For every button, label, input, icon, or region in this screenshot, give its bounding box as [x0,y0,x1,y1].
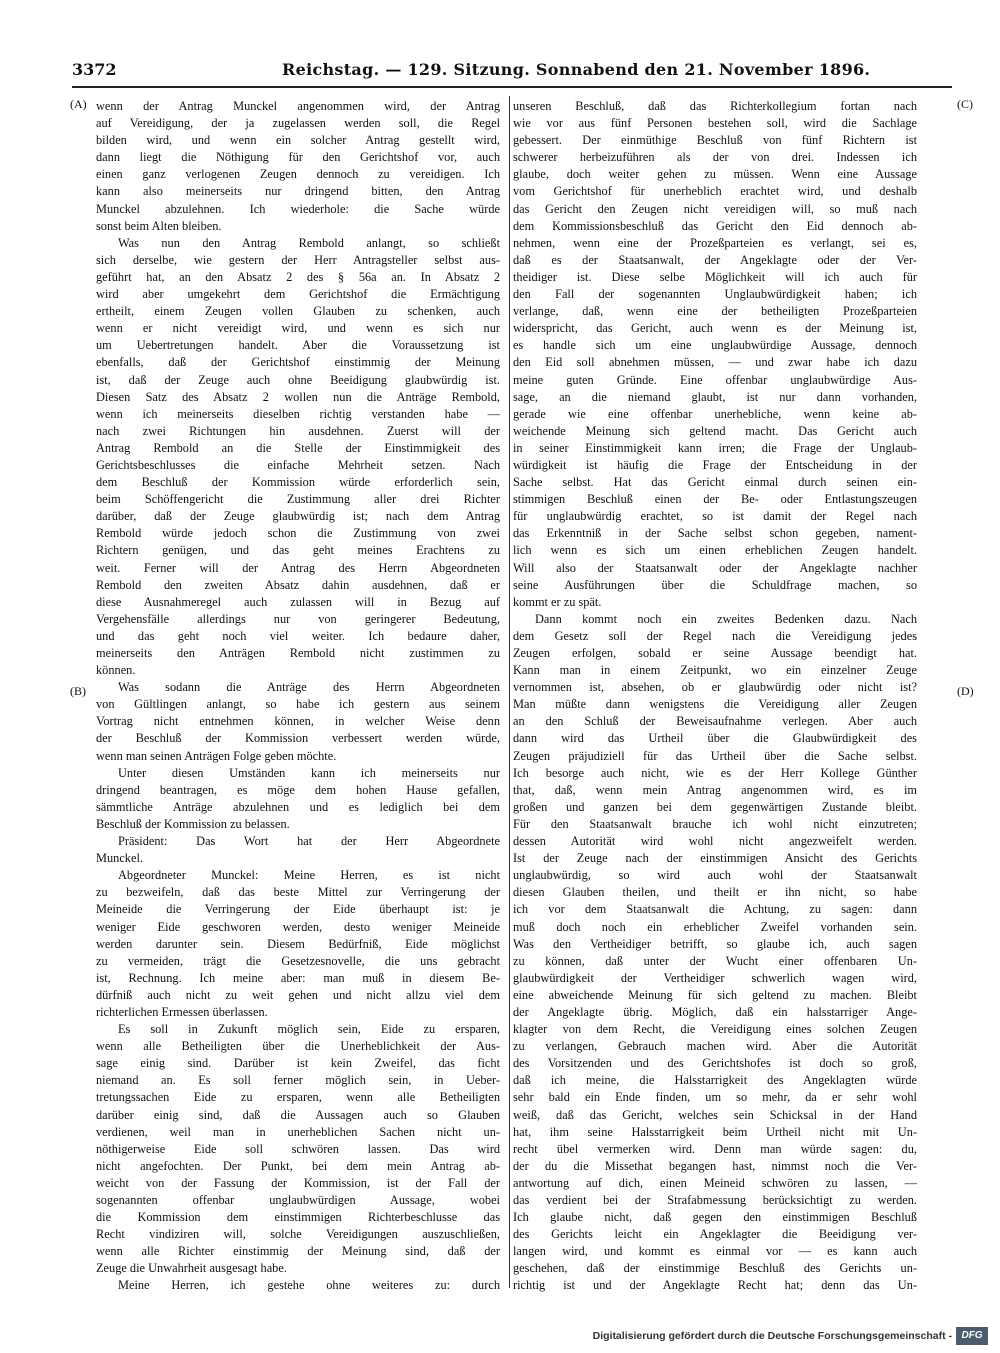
text-line: beim Schöffengericht die Zustimmung aller drei Richter [96,492,500,507]
text-line: meinerseits den Anträgen Rembold nicht zustimmen zu [96,646,500,660]
text-line: nehmen, wenn eine der Prozeßparteien es verlangt, sei es, [513,235,917,250]
text-line: wenn er nicht vereidigt wird, und wenn es sich nur [96,321,500,336]
text-line: weit. Ferner will der Antrag des Herrn Abgeordneten [96,560,500,575]
text-line: des Vorsitzenden und des Gerichtshofes ist doch so groß, [513,1056,917,1071]
text-line: darüber einig sind, daß die Aussagen auch so Glauben [96,1107,500,1122]
text-line: dann wird das Urtheil über die Glaubwürdigkeit des [513,731,917,746]
text-line: Zeugen präjudiziell für das Urtheil über die Sache selbst. [513,748,917,763]
text-line: Präsident: Das Wort hat der Herr Abgeordnete [118,834,500,849]
text-line: weichende Meinung sich geltend macht. Das Gericht auch [513,423,917,438]
text-line: muß doch noch ein erheblicher Zweifel vorhanden sein. [513,919,917,934]
text-line: Sache selbst. Hat das Gericht einmal durch seinen ein- [513,475,917,490]
text-line: der Angeklagte übrig. Möglich, daß ein halsstarriger Ange- [513,1004,917,1019]
text-line: sehr bald ein Ende finden, um so mehr, da er sehr wohl [513,1090,917,1105]
text-line: Antrag Rembold an die Stelle der Einstimmigkeit des [96,440,500,455]
text-line: die Kommission dem einstimmigen Richterbeschlusse das [96,1210,500,1225]
text-line: Ich besorge auch nicht, wie es der Herr Kollege Günther [513,765,917,780]
text-line: vom Gerichtshof für unerheblich erachtet wird, und deshalb [513,184,917,199]
text-line: Diesen Satz des Absatz 2 wollen nun die Anträge Rembold, [96,389,500,404]
margin-marker-a: (A) [70,97,87,111]
text-line: dürfniß auch nicht zu weit gehen und nicht allzu viel dem [96,987,500,1002]
running-title: Reichstag. — 129. Sitzung. Sonnabend den 21. November 1896. [282,60,871,79]
text-line: zu können, daß unter der Wucht einer offenbaren Un- [513,953,917,968]
text-line: den Fall der sogenannten Unglaubwürdigkeit haben; ich [513,287,917,302]
text-line: Ist der Zeuge nach der einstimmigen Ansicht des Gerichts [513,851,917,866]
text-line: wenn der Antrag Munckel angenommen wird, der Antrag [96,99,500,113]
text-line: geführt hat, an den Absatz 2 des § 56a an. In Absatz 2 [96,269,500,284]
text-line: tretungssachen Eide zu ersparen, wenn alle Betheiligten [96,1090,500,1105]
text-line: Abgeordneter Munckel: Meine Herren, es ist nicht [118,868,500,883]
text-line: das verdient bei der Strafabmessung berücksichtigt zu werden. [513,1193,917,1207]
text-line: gerade wie eine offenbar unerhebliche, wenn keine ab- [513,406,917,421]
text-line: Recht vindiziren will, solche Vereidigungen auszuschließen, [96,1227,500,1242]
text-line: Kann man in einem Zeitpunkt, wo ein einzelner Zeuge [513,663,917,678]
text-line: richtig ist und der Angeklagte Recht hat; denn das Un- [513,1278,917,1293]
text-line: Zeuge die Unwahrheit ausgesagt habe. [96,1261,287,1276]
text-line: antwortung auf dich, einen Meineid schwören zu lassen, — [513,1175,917,1190]
text-line: Vortrag nicht entnehmen können, in welcher Weise denn [96,714,500,729]
text-line: darüber, daß der Zeuge glaubwürdig ist; nach dem Antrag [96,509,500,524]
text-line: Meine Herren, ich gestehe ohne weiteres zu: durch [118,1278,500,1293]
margin-marker-d: (D) [957,684,974,698]
text-line: wenn ich meinerseits dieselben richtig verstanden habe — [96,406,500,421]
text-line: klagter von dem Recht, die Vereidigung eines solchen Zeugen [513,1022,917,1037]
text-line: hat, ihm seine Halsstarrigkeit beim Urtheil nicht mit Un- [513,1124,917,1139]
text-line: nöthigerweise Eide soll schwören lassen. Das wird [96,1141,500,1156]
text-line: das Gericht den Zeugen nicht vereidigen will, so muß nach [513,201,917,216]
dfg-logo: DFG [956,1327,988,1345]
left-column [96,98,500,1295]
text-line: wenn alle Richter einstimmig der Meinung sind, daß der [96,1244,500,1259]
text-line: von Gültlingen anlangt, so habe ich gestern aus seinem [96,697,500,712]
text-line: sogenannten offenbar unglaubwürdigen Aussage, wobei [96,1193,500,1207]
text-line: Rembold den zweiten Absatz dahin ausdehnen, daß er [96,577,500,592]
text-line: für unglaubwürdig erachtet, so ist damit der Regel nach [513,509,917,524]
text-line: Unter diesen Umständen kann ich meinerseits nur [118,765,500,780]
text-line: zu verlangen, Gebrauch machen wird. Aber die Autorität [513,1039,917,1054]
text-line: an den Schluß der Beweisaufnahme verlegen. Aber auch [513,714,917,729]
text-line: der Beschluß der Kommission verbessert werden würde, [96,731,500,746]
text-line: und das geht noch viel weiter. Ich bedaure daher, [96,628,500,643]
text-line: nach zwei Richtungen hin ausdehnen. Zuerst will der [96,423,500,438]
text-line: dem Gesetz soll der Regel nach die Vereidigung jedes [513,628,917,643]
text-line: lich wenn es sich um einen erheblichen Zeugen handelt. [513,543,917,558]
text-line: Zeugen erfolgen, sobald er seine Aussage beendigt hat. [513,646,917,660]
text-line: langen wird, und kommt es einmal vor — es kann auch [513,1244,917,1259]
text-line: that, daß, wenn mein Antrag angenommen wird, es im [513,782,917,797]
header-rule [72,86,952,88]
text-line: auf Vereidigung, der ja zugelassen werden soll, die Regel [96,116,500,131]
text-line: diesen Glauben theilen, und theilt er ihn nicht, so habe [513,885,917,900]
margin-marker-b: (B) [70,684,86,698]
text-line: unglaubwürdig, so wird auch wohl der Staatsanwalt [513,868,917,883]
text-line: zu vermeiden, trägt die Gesetzesnovelle, die uns gebracht [96,953,500,968]
column-divider [509,96,510,1288]
text-line: des Gerichts leicht ein Angeklagter die Beeidigung ver- [513,1227,917,1242]
text-line: schwerer herbeizuführen als der von drei. Indessen ich [513,150,917,165]
text-line: bilden wird, und wenn ein solcher Antrag gestellt wird, [96,133,500,148]
text-line: Was den Vertheidiger betrifft, so glaube ich, auch sagen [513,936,917,951]
text-line: weniger Eide geschworen werden, desto weniger Meineide [96,919,500,934]
text-line: sämmtliche Anträge abzulehnen und es lediglich bei dem [96,799,500,814]
text-line: wenn man seinen Anträgen Folge geben möchte. [96,748,337,763]
text-line: Beschluß der Kommission zu belassen. [96,816,290,831]
text-line: dem Beschluß der Kommission würde erforderlich sein, [96,475,500,490]
text-line: großen und ganzen bei dem gegenwärtigen Zustande bleibt. [513,799,917,814]
text-line: Rembold würde jedoch schon die Zustimmung von zwei [96,526,500,541]
text-line: Was nun den Antrag Rembold anlangt, so schließt [118,235,500,250]
text-line: verlange, daß, wenn eine der betheiligten Prozeßparteien [513,304,917,319]
text-line: Will also der Staatsanwalt oder der Angeklagte nachher [513,560,917,575]
text-line: recht übel vermerken wird. Denn man würde sagen: du, [513,1141,917,1156]
text-line: wie vor aus fünf Personen bestehen soll, wird die Sachlage [513,116,917,131]
right-column [513,98,917,1295]
text-line: sage einig sind. Darüber ist kein Zweifel, das ficht [96,1056,500,1071]
text-line: Munckel abzulehnen. Ich wiederhole: die Sache würde [96,201,500,216]
text-line: ist, daß der Zeuge auch ohne Beeidigung glaubwürdig ist. [96,372,500,387]
text-line: dem Kommissionsbeschluß das Gericht den Eid dennoch ab- [513,218,917,233]
text-line: seine Ausführungen über die Schuldfrage machen, so [513,577,917,592]
text-line: würdigkeit ist häufig die Frage der Entscheidung in der [513,457,917,472]
margin-marker-c: (C) [957,97,973,111]
text-line: geschehen, daß der einstimmige Beschluß des Gerichts un- [513,1261,917,1276]
text-line: ich vor dem Staatsanwalt die Achtung, zu sagen: dann [513,902,917,917]
text-line: daß ich meine, die Halsstarrigkeit des Angeklagten würde [513,1073,917,1088]
text-line: dann liegt die Nöthigung für den Gerichtshof vor, auch [96,150,500,165]
text-line: in seiner Einstimmigkeit kann irren; die Frage der Unglaub- [513,440,917,455]
text-line: sonst beim Alten bleiben. [96,218,222,233]
text-line: Gerichtsbeschlusses die einfache Mehrheit setzen. Nach [96,457,500,472]
text-line: theidiger ist. Diese selbe Möglichkeit will ich auch für [513,269,917,284]
text-line: nicht angefochten. Der Punkt, bei dem mein Antrag ab- [96,1158,500,1173]
text-line: widerspricht, das Gericht, auch wenn es der Meinung ist, [513,321,917,336]
text-line: wenn alle Betheiligten über die Unerheblichkeit der Aus- [96,1039,500,1054]
text-line: dessen Autorität wird wohl nicht angezweifelt werden. [513,834,917,849]
text-line: Was sodann die Anträge des Herrn Abgeordneten [118,680,500,695]
text-line: den Eid soll abnehmen müssen, — und zwar habe ich dazu [513,355,917,370]
text-line: es handle sich um eine unglaubwürdige Aussage, dennoch [513,338,917,353]
text-line: wird aber umgekehrt dem Gerichtshof die Ermächtigung [96,287,500,302]
text-line: um Uebertretungen handelt. Aber die Voraussetzung ist [96,338,500,353]
text-line: dringend beantragen, es möge dem hohen Hause gefallen, [96,782,500,797]
text-line: können. [96,663,136,678]
text-line: Man müßte dann wenigstens die Vereidigung aller Zeugen [513,697,917,712]
text-line: stimmigen Beschluß einen der Be- oder Entlastungszeugen [513,492,917,507]
text-line: eine abweichende Meinung für sich geltend zu machen. Bleibt [513,987,917,1002]
footer [560,1327,990,1347]
text-line: Dann kommt noch ein zweites Bedenken dazu. Nach [535,611,917,626]
text-line: Ich glaube nicht, daß gegen den einstimmigen Beschluß [513,1210,917,1225]
text-line: Es soll in Zukunft möglich sein, Eide zu ersparen, [118,1022,500,1037]
text-line: Für den Staatsanwalt brauche ich wohl nicht einzutreten; [513,816,917,831]
text-line: Meineide die Verringerung der Eide überhaupt ist: je [96,902,500,917]
text-line: niemand an. Es soll ferner möglich sein, in Ueber- [96,1073,500,1088]
text-line: Richtern genügen, und das geht meines Erachtens zu [96,543,500,558]
text-line: meine guten Gründe. Eine offenbar unglaubwürdige Aus- [513,372,917,387]
footer-credit: Digitalisierung gefördert durch die Deutsche Forschungsgemeinschaft - [592,1330,952,1342]
text-line: verdienen, weil man in unerheblichen Sachen nicht un- [96,1124,500,1139]
text-line: daß es der Staatsanwalt, der Angeklagte oder der Ver- [513,252,917,267]
text-line: einen ganz verlogenen Zeugen dennoch zu vereidigen. Ich [96,167,500,182]
text-line: weicht von der Fassung der Kommission, ist der Fall der [96,1175,500,1190]
text-line: richterlichen Ermessen überlassen. [96,1004,268,1019]
text-line: glaubwürdigkeit der Vertheidiger schwerlich wagen wird, [513,970,917,985]
text-line: vernommen ist, absehen, ob er glaubwürdig oder nicht ist? [513,680,917,695]
text-line: unseren Beschluß, daß das Richterkollegium fortan nach [513,99,917,113]
text-line: ebenfalls, daß der Gerichtshof einstimmig der Meinung [96,355,500,370]
text-line: Munckel. [96,851,143,866]
text-line: Vergehensfälle allerdings nur von geringerer Bedeutung, [96,611,500,626]
page-header [72,58,952,84]
text-line: sage, an die niemand glaubt, ist nur dann vorhanden, [513,389,917,404]
text-line: glaube, doch weiter gehen zu müssen. Wenn eine Aussage [513,167,917,182]
page-number: 3372 [72,60,117,79]
text-line: gebessert. Der einmüthige Beschluß von fünf Richtern ist [513,133,917,148]
text-line: sich derselbe, wie gestern der Herr Antragsteller selbst aus- [96,252,500,267]
text-line: diese Ausnahmeregel auch zulassen will in Bezug auf [96,594,500,609]
text-line: ist, Rechnung. Ich meine aber: man muß in diesem Be- [96,970,500,985]
text-line: werden darunter sein. Diesem Bedürfniß, Eide möglichst [96,936,500,951]
text-line: das Erkenntniß in der Sache selbst schon gegeben, nament- [513,526,917,541]
text-line: kann also meinerseits nur dringend bitten, den Antrag [96,184,500,199]
text-line: kommt er zu spät. [513,594,602,609]
text-line: ertheilt, einem Zeugen vollen Glauben zu schenken, auch [96,304,500,319]
text-line: zu bezweifeln, daß das beste Mittel zur Verringerung der [96,885,500,900]
text-line: der du die Missethat begangen hast, nimmst noch die Ver- [513,1158,917,1173]
text-line: weiß, daß das Gericht, welches sein Schicksal in der Hand [513,1107,917,1122]
